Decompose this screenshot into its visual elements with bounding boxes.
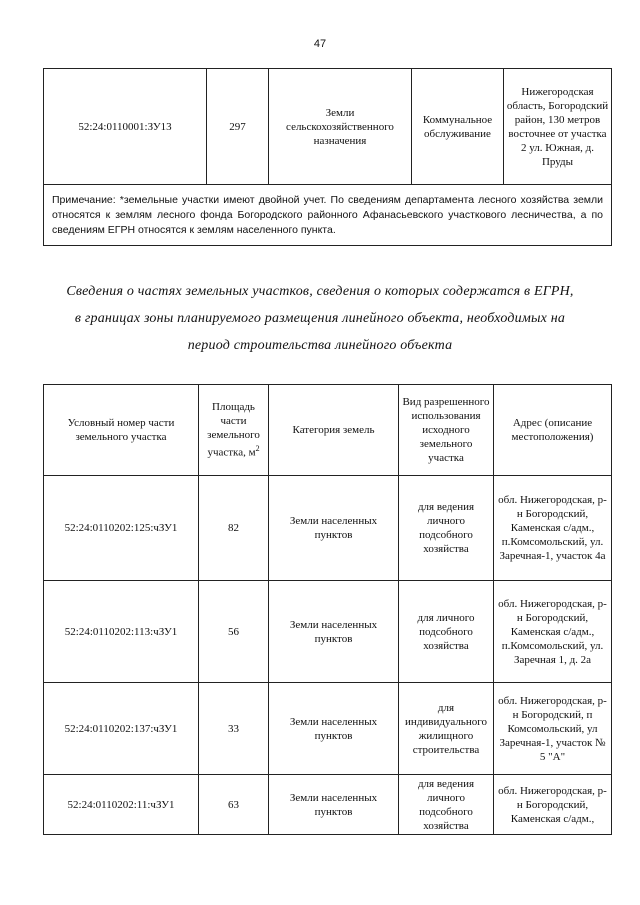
cell-category: Земли населенных пунктов (269, 476, 399, 581)
header-use: Вид разрешенного использования исходного земельного участка (399, 385, 494, 476)
cell-area: 56 (199, 581, 269, 683)
cell-use: для личного подсобного хозяйства (399, 581, 494, 683)
cell-address: обл. Нижегородская, р-н Богородский, п Комсомольский, ул Заречная-1, участок № 5 "А" (494, 683, 612, 775)
cell-address: обл. Нижегородская, р-н Богородский, Каменская с/адм., (494, 775, 612, 835)
note-row (44, 185, 612, 246)
cell-use: Коммунальное обслуживание (412, 69, 504, 185)
header-address: Адрес (описание местоположения) (494, 385, 612, 476)
section-title-line-1: Сведения о частях земельных участков, сведения о которых содержатся в ЕГРН, (66, 284, 574, 299)
cell-category: Земли населенных пунктов (269, 775, 399, 835)
table-row (44, 683, 612, 775)
header-area: Площадь части земельного участка, $м^2$ (199, 385, 269, 476)
note-text: Примечание: *земельные участки имеют двойной учет. По сведениям департамента лесного хозяйства земли относятся к землям лесного фонда Богородского районного Афанасьевского участкового лесничества, а по сведениям ЕГРН относятся к землям населенного пункта. (44, 185, 612, 246)
page-number: 47 (313, 38, 327, 50)
cell-cadastral: 52:24:0110202:125:чЗУ1 (44, 476, 199, 581)
cell-area: 63 (199, 775, 269, 835)
table-row (44, 775, 612, 835)
cell-area: 33 (199, 683, 269, 775)
cell-area: 297 (207, 69, 269, 185)
table-row (44, 581, 612, 683)
cell-cadastral: 52:24:0110202:137:чЗУ1 (44, 683, 199, 775)
cell-category: Земли населенных пунктов (269, 683, 399, 775)
cell-area: 82 (199, 476, 269, 581)
cell-category: Земли населенных пунктов (269, 581, 399, 683)
section-title-line-3: период строительства линейного объекта (187, 338, 453, 353)
cell-address: Нижегородская область, Богородский район, 130 метров восточнее от участка 2 ул. Южная, д. Пруды (504, 69, 612, 185)
cell-category: Земли сельскохозяйственного назначения (269, 69, 412, 185)
table-row (44, 69, 612, 185)
cell-use: для ведения личного подсобного хозяйства (399, 775, 494, 835)
cell-cadastral: 52:24:0110202:113:чЗУ1 (44, 581, 199, 683)
section-title-line-2: в границах зоны планируемого размещения линейного объекта, необходимых на (74, 311, 566, 326)
continuation-table (43, 68, 612, 246)
cell-use: для индивидуального жилищного строительства (399, 683, 494, 775)
cell-use: для ведения личного подсобного хозяйства (399, 476, 494, 581)
header-row (44, 385, 612, 476)
cell-cadastral: 52:24:0110001:ЗУ13 (44, 69, 207, 185)
cell-address: обл. Нижегородская, р-н Богородский, Каменская с/адм., п.Комсомольский, ул. Заречная-1, участок 4а (494, 476, 612, 581)
parts-table (43, 384, 612, 835)
header-category: Категория земель (269, 385, 399, 476)
table-row (44, 476, 612, 581)
cell-cadastral: 52:24:0110202:11:чЗУ1 (44, 775, 199, 835)
cell-address: обл. Нижегородская, р-н Богородский, Каменская с/адм., п.Комсомольский, ул. Заречная 1, д. 2а (494, 581, 612, 683)
header-cadastral: Условный номер части земельного участка (44, 385, 199, 476)
